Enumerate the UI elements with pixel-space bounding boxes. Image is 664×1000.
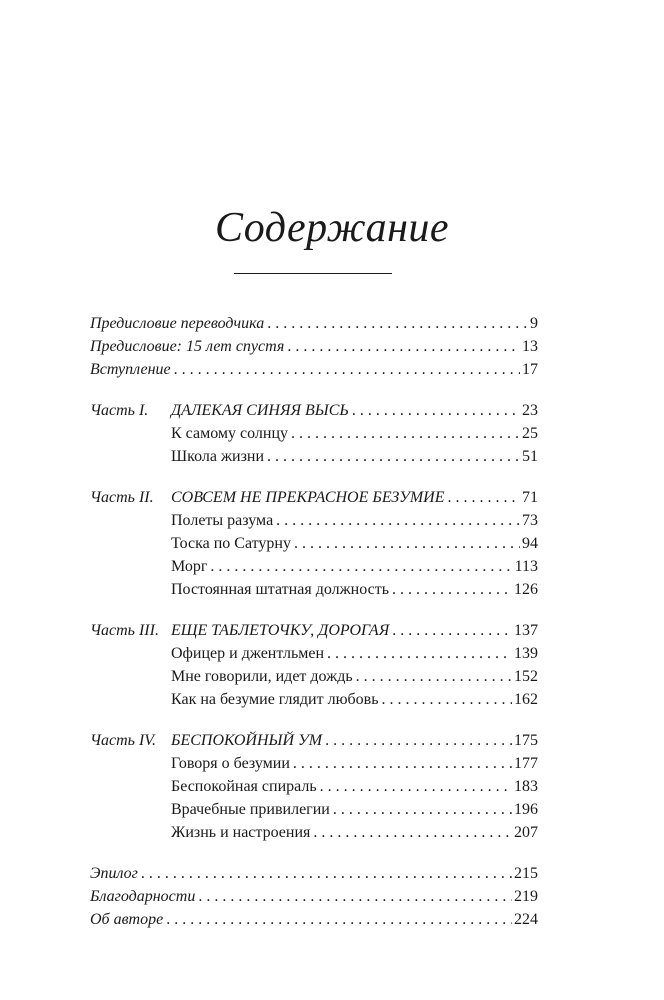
leader-dots	[313, 821, 512, 844]
toc-chapter[interactable]	[90, 821, 538, 844]
toc-entry-foreword-15-years[interactable]	[90, 335, 538, 358]
toc-chapter[interactable]	[90, 642, 538, 665]
toc-chapter[interactable]	[90, 422, 538, 445]
toc-entry-label: Мне говорили, идет дождь	[171, 668, 353, 685]
leader-dots	[294, 532, 520, 555]
page-title: Содержание	[214, 205, 450, 251]
toc-entry-page: 224	[514, 911, 538, 928]
part-title: ЕЩЕ ТАБЛЕТОЧКУ, ДОРОГАЯ	[171, 622, 390, 639]
section-gap	[90, 381, 538, 399]
part-title: БЕСПОКОЙНЫЙ УМ	[171, 732, 323, 749]
toc-entry-about-author[interactable]	[90, 908, 538, 931]
part-number: Часть IV.	[90, 732, 156, 749]
title-divider	[234, 273, 392, 274]
toc-entry-page: 17	[522, 361, 538, 378]
toc-entry-label: Эпилог	[90, 865, 138, 882]
toc-entry-page: 51	[522, 448, 538, 465]
toc-entry-label: Постоянная штатная должность	[171, 581, 390, 598]
toc-chapter[interactable]	[90, 752, 538, 775]
leader-dots	[166, 908, 512, 931]
toc-entry-label: Жизнь и настроения	[171, 824, 311, 841]
part-number: Часть I.	[90, 402, 149, 419]
leader-dots	[320, 775, 512, 798]
toc-part-4[interactable]	[90, 729, 538, 752]
section-gap	[90, 601, 538, 619]
toc-chapter[interactable]	[90, 445, 538, 468]
section-gap	[90, 468, 538, 486]
leader-dots	[327, 642, 512, 665]
toc-entry-page: 13	[522, 338, 538, 355]
toc-entry-page: 162	[514, 691, 538, 708]
toc-entry-page: 215	[514, 865, 538, 882]
toc-entry-page: 196	[514, 801, 538, 818]
toc-entry-label: Беспокойная спираль	[171, 778, 317, 795]
leader-dots	[448, 486, 521, 509]
toc-entry-label: Благодарности	[90, 888, 196, 905]
leader-dots	[141, 862, 512, 885]
toc-entry-page: 207	[514, 824, 538, 841]
leader-dots	[287, 335, 520, 358]
toc-chapter[interactable]	[90, 688, 538, 711]
leader-dots	[392, 619, 512, 642]
leader-dots	[174, 358, 520, 381]
toc-entry-label: Предисловие: 15 лет спустя	[90, 338, 285, 355]
toc-entry-page: 137	[514, 622, 538, 639]
toc-entry-label: Врачебные привилегии	[171, 801, 330, 818]
part-title: СОВСЕМ НЕ ПРЕКРАСНОЕ БЕЗУМИЕ	[171, 489, 445, 506]
toc-entry-label: Морг	[171, 558, 208, 575]
toc-entry-page: 177	[514, 755, 538, 772]
leader-dots	[198, 885, 512, 908]
leader-dots	[356, 665, 512, 688]
toc-entry-foreword-translator[interactable]	[90, 312, 538, 335]
section-gap	[90, 711, 538, 729]
leader-dots	[325, 729, 512, 752]
toc-entry-page: 175	[514, 732, 538, 749]
toc-entry-page: 113	[514, 558, 538, 575]
toc-entry-acknowledgements[interactable]	[90, 885, 538, 908]
leader-dots	[210, 555, 512, 578]
toc-entry-page: 152	[514, 668, 538, 685]
toc-chapter[interactable]	[90, 775, 538, 798]
toc-entry-label: Предисловие переводчика	[90, 315, 265, 332]
toc-entry-introduction[interactable]	[90, 358, 538, 381]
leader-dots	[352, 399, 520, 422]
toc-entry-page: 219	[514, 888, 538, 905]
leader-dots	[293, 752, 512, 775]
section-gap	[90, 844, 538, 862]
leader-dots	[276, 509, 520, 532]
leader-dots	[267, 445, 520, 468]
toc-entry-label: Тоска по Сатурну	[171, 535, 291, 552]
toc-entry-page: 126	[514, 581, 538, 598]
part-number: Часть III.	[90, 622, 159, 639]
toc-entry-page: 183	[514, 778, 538, 795]
toc-entry-label: Школа жизни	[171, 448, 265, 465]
toc-entry-label: Вступление	[90, 361, 171, 378]
toc-entry-page: 73	[522, 512, 538, 529]
toc-part-3[interactable]	[90, 619, 538, 642]
part-title: ДАЛЕКАЯ СИНЯЯ ВЫСЬ	[171, 402, 349, 419]
toc-chapter[interactable]	[90, 532, 538, 555]
toc-part-1[interactable]	[90, 399, 538, 422]
table-of-contents	[90, 312, 538, 931]
toc-chapter[interactable]	[90, 578, 538, 601]
toc-entry-label: Полеты разума	[171, 512, 274, 529]
leader-dots	[291, 422, 520, 445]
toc-entry-page: 139	[514, 645, 538, 662]
toc-entry-label: Офицер и джентльмен	[171, 645, 325, 662]
toc-part-2[interactable]	[90, 486, 538, 509]
toc-entry-page: 23	[522, 402, 538, 419]
part-number: Часть II.	[90, 489, 154, 506]
leader-dots	[382, 688, 512, 711]
toc-entry-epilogue[interactable]	[90, 862, 538, 885]
toc-entry-page: 71	[522, 489, 538, 506]
toc-entry-page: 25	[522, 425, 538, 442]
toc-entry-label: Говоря о безумии	[171, 755, 290, 772]
toc-chapter[interactable]	[90, 509, 538, 532]
toc-entry-label: Как на безумие глядит любовь	[171, 691, 379, 708]
leader-dots	[392, 578, 512, 601]
toc-entry-label: Об авторе	[90, 911, 164, 928]
toc-entry-label: К самому солнцу	[171, 425, 289, 442]
toc-chapter[interactable]	[90, 665, 538, 688]
toc-chapter[interactable]	[90, 798, 538, 821]
toc-entry-page: 94	[522, 535, 538, 552]
leader-dots	[267, 312, 528, 335]
toc-entry-page: 9	[530, 315, 538, 332]
leader-dots	[333, 798, 512, 821]
toc-chapter[interactable]	[90, 555, 538, 578]
